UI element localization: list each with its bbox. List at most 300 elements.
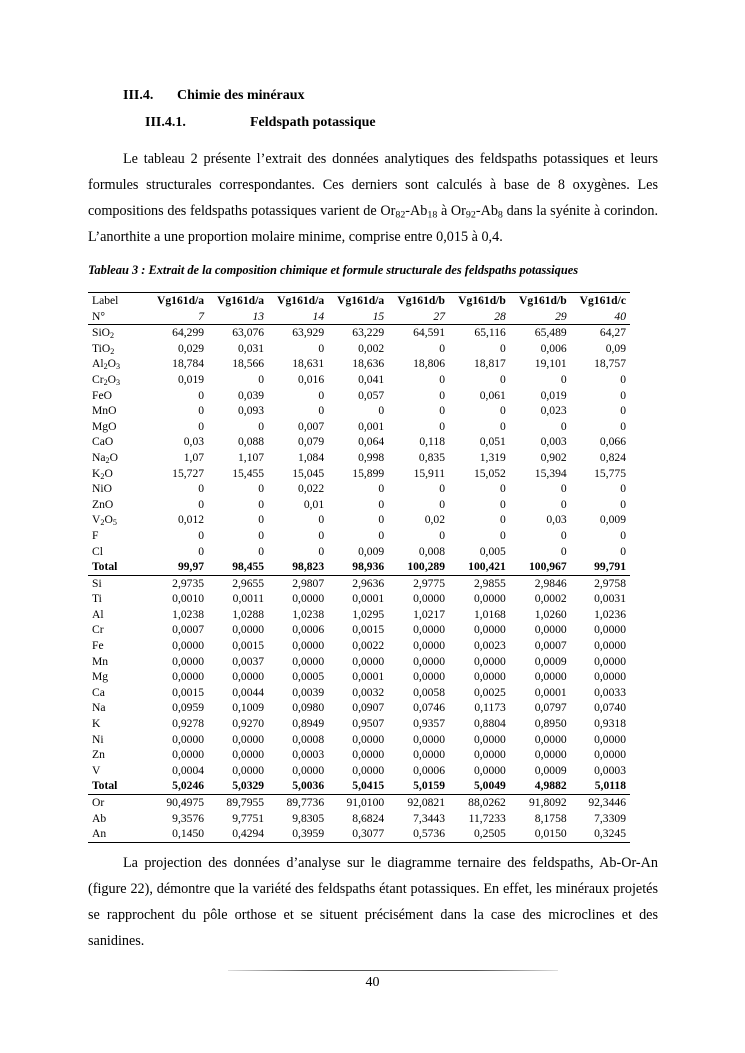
table-cell: 0,0002	[534, 592, 567, 606]
table-cell: 88,0262	[468, 796, 506, 809]
table-cell: 5,0329	[208, 778, 268, 794]
table-cell: Vg161d/b	[449, 293, 510, 309]
row-label: Zn	[92, 748, 105, 762]
table-header-row	[88, 293, 630, 309]
table-cell: 0	[500, 404, 506, 418]
table-cell: 0,3959	[268, 826, 328, 842]
row-label: Total	[88, 559, 148, 575]
table-cell: 0,0031	[594, 592, 626, 606]
table-cell: 0,009	[599, 513, 626, 527]
table-cell: 0	[439, 372, 446, 386]
table-cell: 18,757	[594, 357, 626, 371]
table-row	[88, 685, 630, 701]
row-label: V	[92, 763, 101, 777]
composition-table	[88, 292, 630, 843]
table-cell: 28	[494, 309, 506, 323]
table-cell: 5,0118	[571, 778, 630, 794]
table-row	[88, 434, 630, 450]
table-cell: 2,9807	[292, 576, 325, 590]
table-cell: 0	[198, 497, 205, 511]
table-cell: 0,0000	[232, 670, 265, 684]
table-row	[88, 795, 630, 811]
table-cell: 0	[258, 497, 265, 511]
table-row	[88, 607, 630, 623]
table-cell: 19,101	[534, 357, 567, 371]
row-label: $Al_2O_3$	[92, 357, 121, 372]
table-cell: 0,0001	[352, 670, 385, 684]
table-cell: 0,0000	[172, 670, 205, 684]
table-cell: 92,3446	[588, 796, 626, 809]
table-cell: 18,806	[413, 357, 446, 371]
table-cell: 0,003	[540, 435, 567, 449]
table-row	[88, 716, 630, 732]
table-row	[88, 512, 630, 528]
table-cell: 0,088	[238, 435, 265, 449]
table-row	[88, 654, 630, 670]
table-cell: 0,0980	[292, 701, 325, 715]
table-cell: 0	[620, 372, 626, 386]
row-label: K	[92, 717, 101, 731]
table-cell: 1,107	[238, 450, 265, 464]
row-label: NiO	[92, 482, 112, 496]
table-cell: 2,9735	[172, 576, 205, 590]
table-cell: 2,9846	[534, 576, 567, 590]
table-cell: 40	[614, 309, 626, 323]
table-cell: 0,0000	[473, 763, 506, 777]
subsection-title: Feldspath potassique	[250, 115, 376, 130]
table-cell: 0,9357	[413, 717, 446, 731]
table-cell: 0,0000	[473, 654, 506, 668]
table-cell: 1,0168	[473, 607, 506, 621]
table-cell: 0	[198, 404, 205, 418]
table-cell: 0,0058	[413, 685, 446, 699]
table-cell: 0,0740	[594, 701, 626, 715]
table-cell: 0,0797	[534, 701, 567, 715]
table-cell: 0,9270	[232, 717, 265, 731]
table-cell: 0,0000	[473, 732, 506, 746]
table-cell: 0	[198, 388, 205, 402]
table-cell: 100,421	[449, 559, 510, 575]
table-cell: 0,0000	[292, 639, 325, 653]
table-row	[88, 763, 630, 779]
table-cell: 0,051	[479, 435, 506, 449]
table-cell: 99,791	[571, 559, 630, 575]
table-cell: 0,9507	[352, 717, 385, 731]
table-row	[88, 575, 630, 591]
table-row	[88, 732, 630, 748]
table-cell: 0,03	[546, 513, 567, 527]
table-cell: Vg161d/a	[148, 293, 208, 309]
row-label: Al	[92, 607, 104, 621]
oxide-total-row	[88, 559, 630, 575]
table-row	[88, 388, 630, 404]
row-label: Ti	[92, 592, 102, 606]
table-cell: 5,0415	[328, 778, 388, 794]
table-cell: 0,093	[238, 404, 265, 418]
table-cell: 0,118	[419, 435, 446, 449]
table-cell: 0,0009	[534, 763, 567, 777]
table-cell: 0,002	[358, 341, 385, 355]
table-cell: 0,0000	[352, 763, 385, 777]
table-cell: 9,7751	[232, 811, 265, 825]
table-cell: 0,0000	[292, 654, 325, 668]
table-cell: 0,0004	[172, 763, 205, 777]
table-cell: 0	[378, 497, 385, 511]
table-cell: 13	[252, 309, 265, 323]
table-cell: 1,0260	[534, 607, 567, 621]
table-cell: 0,0032	[352, 685, 385, 699]
table-cell: Vg161d/a	[208, 293, 268, 309]
table-cell: 0,0000	[473, 748, 506, 762]
table-cell: 0,3077	[328, 826, 388, 842]
table-cell: 0,0000	[473, 623, 506, 637]
table-cell: Vg161d/c	[571, 293, 630, 309]
table-cell: 0,001	[358, 419, 385, 433]
table-cell: 0,0033	[594, 685, 626, 699]
table-cell: 0	[378, 482, 385, 496]
table-cell: 11,7233	[468, 811, 506, 825]
table-cell: 2,9855	[473, 576, 506, 590]
table-cell: 0,0000	[232, 623, 265, 637]
intro-paragraph: Le tableau 2 présente l’extrait des données analytiques des feldspaths potassiques et leurs formules structurales correspondantes. Ces derniers sont calculés à base de 8 oxygènes. Les compositions des feldspaths potassiques varient de $Or_{82}-Ab_{18}$ à $Or_{92}-Ab_8$ dans la syénite à corindon. L’anorthite a une proportion molaire minime, comprise entre 0,015 à 0,4.	[88, 151, 658, 245]
table-row	[88, 372, 630, 388]
table-cell: 0,0000	[413, 654, 446, 668]
table-cell: 0,008	[418, 544, 446, 558]
row-label: ZnO	[92, 497, 114, 511]
row-label: TiO$_2$	[92, 341, 115, 356]
table-cell: 7	[198, 309, 205, 323]
table-cell: 2,9655	[232, 576, 265, 590]
table-cell: 0,0015	[352, 623, 385, 637]
row-label: N°	[92, 309, 106, 323]
table-cell: 0,0010	[172, 592, 205, 606]
table-cell: 7,3443	[413, 811, 446, 825]
table-cell: 29	[555, 309, 567, 323]
table-row	[88, 826, 630, 842]
table-cell: 15,455	[232, 466, 265, 480]
table-cell: 0,0000	[352, 732, 385, 746]
table-row	[88, 700, 630, 716]
table-cell: 0,009	[358, 544, 385, 558]
table-cell: 0,019	[540, 388, 567, 402]
table-cell: 15,045	[292, 466, 325, 480]
table-cell: 0,0000	[172, 639, 205, 653]
table-cell: 0	[560, 372, 567, 386]
table-cell: Vg161d/b	[388, 293, 449, 309]
table-row	[88, 544, 630, 560]
table-cell: 1,0217	[413, 607, 446, 621]
table-cell: 0	[378, 404, 385, 418]
table-cell: 9,8305	[292, 811, 325, 825]
table-cell: 1,084	[298, 450, 325, 464]
table-cell: 0,824	[599, 450, 626, 464]
table-cell: 0,9318	[594, 717, 626, 731]
table-row	[88, 622, 630, 638]
table-cell: 0,09	[605, 341, 626, 355]
table-row	[88, 419, 630, 435]
table-cell: 0	[439, 341, 446, 355]
table-cell: 0,0000	[594, 639, 626, 653]
table-cell: 0,012	[177, 513, 205, 527]
table-cell: 0,0000	[473, 592, 506, 606]
table-row	[88, 528, 630, 544]
table-cell: 0,0039	[292, 685, 325, 699]
table-cell: 18,817	[473, 357, 506, 371]
row-label: MnO	[92, 404, 117, 418]
table-cell: 0	[378, 528, 385, 542]
table-cell: 0	[500, 372, 506, 386]
table-cell: 0,057	[358, 388, 385, 402]
table-cell: 0	[439, 419, 446, 433]
table-cell: 0,0150	[510, 826, 571, 842]
table-cell: 1,0288	[232, 607, 265, 621]
table-cell: 89,7955	[226, 796, 265, 809]
table-cell: 0,061	[479, 388, 506, 402]
row-label: An	[88, 826, 148, 842]
table-row	[88, 325, 630, 341]
table-row	[88, 747, 630, 763]
table-cell: 15,911	[413, 466, 446, 480]
table-cell: 18,636	[352, 357, 385, 371]
table-cell: 0,005	[479, 544, 506, 558]
table-cell: 0	[439, 388, 446, 402]
table-cell: 0,4294	[208, 826, 268, 842]
table-cell: 64,27	[571, 325, 630, 341]
table-cell: 0,0746	[413, 701, 446, 715]
table-cell: 1,07	[183, 450, 205, 464]
table-cell: 0,0000	[594, 748, 626, 762]
row-label: Total	[88, 778, 148, 794]
table-cell: 0	[318, 528, 325, 542]
table-row	[88, 591, 630, 607]
table-cell: 0	[439, 482, 446, 496]
table-cell: 0,0000	[594, 670, 626, 684]
table-cell: 0	[258, 482, 265, 496]
table-row	[88, 638, 630, 654]
table-cell: 0,0006	[413, 763, 446, 777]
table-cell: 1,0236	[594, 607, 626, 621]
table-cell: 0,0001	[352, 592, 385, 606]
table-cell: 0,0005	[292, 670, 325, 684]
table-row	[88, 450, 630, 466]
table-cell: 0	[439, 404, 446, 418]
table-cell: 0	[560, 528, 567, 542]
table-cell: 90,4975	[166, 796, 205, 809]
table-cell: 0,0000	[172, 654, 205, 668]
subsection-number: III.4.1.	[145, 115, 186, 130]
row-label: Cl	[92, 544, 103, 558]
table-cell: 0	[378, 513, 385, 527]
row-label: Ca	[92, 685, 105, 699]
table-cell: 0,019	[177, 372, 205, 386]
table-cell: 0,0000	[413, 670, 446, 684]
table-cell: 0	[258, 372, 265, 386]
table-cell: 0,016	[298, 372, 325, 386]
table-cell: 15,052	[473, 466, 506, 480]
table-cell: 14	[312, 309, 325, 323]
table-cell: 0,0000	[473, 670, 506, 684]
table-cell: 0,0006	[292, 623, 325, 637]
table-cell: 0	[439, 528, 446, 542]
page-number: 40	[365, 975, 380, 990]
table-cell: 0	[198, 419, 205, 433]
table-cell: 0	[500, 528, 506, 542]
row-label: Na	[92, 701, 106, 715]
table-cell: 0	[318, 388, 325, 402]
table-cell: 0,007	[298, 419, 325, 433]
row-label: Ab	[92, 811, 107, 825]
row-label: $K_2O$	[92, 466, 113, 481]
table-cell: 8,6824	[352, 811, 385, 825]
row-label: Mn	[92, 654, 109, 668]
table-cell: 0,0000	[292, 763, 325, 777]
table-cell: 63,929	[268, 325, 328, 341]
table-cell: 98,823	[268, 559, 328, 575]
table-cell: 2,9775	[413, 576, 446, 590]
table-cell: 0,0000	[413, 639, 446, 653]
table-cell: 0,0001	[534, 685, 567, 699]
table-cell: 0,0037	[232, 654, 265, 668]
table-cell: 0,0015	[172, 685, 205, 699]
table-cell: 63,229	[328, 325, 388, 341]
table-cell: Vg161d/a	[328, 293, 388, 309]
table-cell: 0,0000	[413, 732, 446, 746]
table-cell: 9,3576	[172, 811, 205, 825]
table-cell: 1,0238	[292, 607, 325, 621]
table-cell: 0,8950	[534, 717, 567, 731]
table-cell: 65,489	[510, 325, 571, 341]
table-cell: 98,936	[328, 559, 388, 575]
table-cell: 0	[560, 419, 567, 433]
table-cell: 0	[500, 482, 506, 496]
row-label: CaO	[92, 435, 114, 449]
table-cell: 0,2505	[449, 826, 510, 842]
table-cell: 15,727	[172, 466, 205, 480]
table-cell: 1,0295	[352, 607, 385, 621]
table-cell: 0,0023	[473, 639, 506, 653]
table-cell: 0	[620, 482, 626, 496]
table-cell: 0,039	[238, 388, 265, 402]
table-row	[88, 669, 630, 685]
table-cell: 5,0049	[449, 778, 510, 794]
table-cell: 0,1009	[232, 701, 265, 715]
table-cell: 8,1758	[534, 811, 567, 825]
table-cell: 0,998	[358, 450, 385, 464]
table-cell: 0	[500, 497, 506, 511]
table-cell: 27	[433, 309, 446, 323]
table-cell: 0,0044	[232, 685, 265, 699]
table-cell: 0,02	[424, 513, 446, 527]
table-row	[88, 356, 630, 372]
table-cell: 0,0003	[292, 748, 325, 762]
table-cell: 0,0000	[534, 748, 567, 762]
table-cell: 0	[620, 497, 626, 511]
cation-total-row	[88, 778, 630, 794]
table-cell: 0,031	[238, 341, 265, 355]
row-label: Fe	[92, 639, 104, 653]
table-cell: 0	[500, 341, 506, 355]
table-cell: 0,0000	[352, 748, 385, 762]
table-row	[88, 403, 630, 419]
row-label: F	[92, 528, 99, 542]
table-cell: 98,455	[208, 559, 268, 575]
section-title: Chimie des minéraux	[177, 88, 305, 103]
table-cell: 18,631	[292, 357, 325, 371]
table-cell: 0,902	[540, 450, 567, 464]
row-label: Cr	[92, 623, 104, 637]
row-label: Or	[92, 796, 105, 809]
table-cell: 0,1450	[148, 826, 208, 842]
table-cell: 64,591	[388, 325, 449, 341]
table-cell: 0	[318, 404, 325, 418]
row-label: $V_2O_5$	[92, 513, 117, 528]
row-label: Mg	[92, 670, 109, 684]
table-cell: 0,1173	[474, 701, 506, 715]
table-cell: 0	[620, 404, 626, 418]
table-cell: 99,97	[148, 559, 208, 575]
table-cell: 0	[258, 544, 265, 558]
table-cell: 63,076	[208, 325, 268, 341]
table-cell: 0	[560, 497, 567, 511]
table-cell: 15,394	[534, 466, 567, 480]
section-number: III.4.	[123, 88, 154, 103]
table-cell: 0,03	[183, 435, 205, 449]
table-row	[88, 466, 630, 482]
table-cell: 0,006	[540, 341, 567, 355]
table-cell: 100,967	[510, 559, 571, 575]
table-cell: 0	[439, 497, 446, 511]
row-label: Si	[92, 576, 102, 590]
table-cell: 0,0007	[172, 623, 205, 637]
table-cell: 0,0000	[594, 623, 626, 637]
table-cell: 65,116	[449, 325, 510, 341]
row-label: FeO	[92, 388, 112, 402]
table-cell: 0,3245	[571, 826, 630, 842]
table-cell: 1,319	[479, 450, 506, 464]
table-cell: 0,0011	[232, 592, 265, 606]
table-cell: 0,0000	[292, 592, 325, 606]
section-heading	[123, 88, 305, 104]
table-row	[88, 497, 630, 513]
footer-divider	[228, 970, 558, 971]
table-cell: 0,0907	[352, 701, 385, 715]
table-number-row	[88, 309, 630, 325]
table-cell: 0,0007	[534, 639, 567, 653]
table-row	[88, 481, 630, 497]
table-cell: 1,0238	[172, 607, 205, 621]
table-cell: 0,0009	[534, 654, 567, 668]
table-cell: 0,0000	[413, 623, 446, 637]
table-cell: 0	[318, 513, 325, 527]
table-cell: 0,041	[358, 372, 385, 386]
table-caption: Tableau 3 : Extrait de la composition chimique et formule structurale des feldspaths potassiques	[88, 263, 579, 277]
table-cell: 0,0000	[352, 654, 385, 668]
table-cell: 0	[258, 419, 265, 433]
table-cell: 91,0100	[346, 796, 385, 809]
table-cell: 18,566	[232, 357, 265, 371]
table-cell: 15	[372, 309, 385, 323]
table-cell: 0,0003	[594, 763, 626, 777]
table-cell: 0	[258, 513, 265, 527]
table-cell: 5,0036	[268, 778, 328, 794]
table-cell: 0,0000	[534, 623, 567, 637]
table-cell: 0,0000	[172, 748, 205, 762]
table-cell: 0	[560, 482, 567, 496]
table-cell: 92,0821	[407, 796, 446, 809]
table-cell: 0,01	[303, 497, 325, 511]
table-cell: 0	[620, 528, 626, 542]
table-cell: 0,5736	[388, 826, 449, 842]
